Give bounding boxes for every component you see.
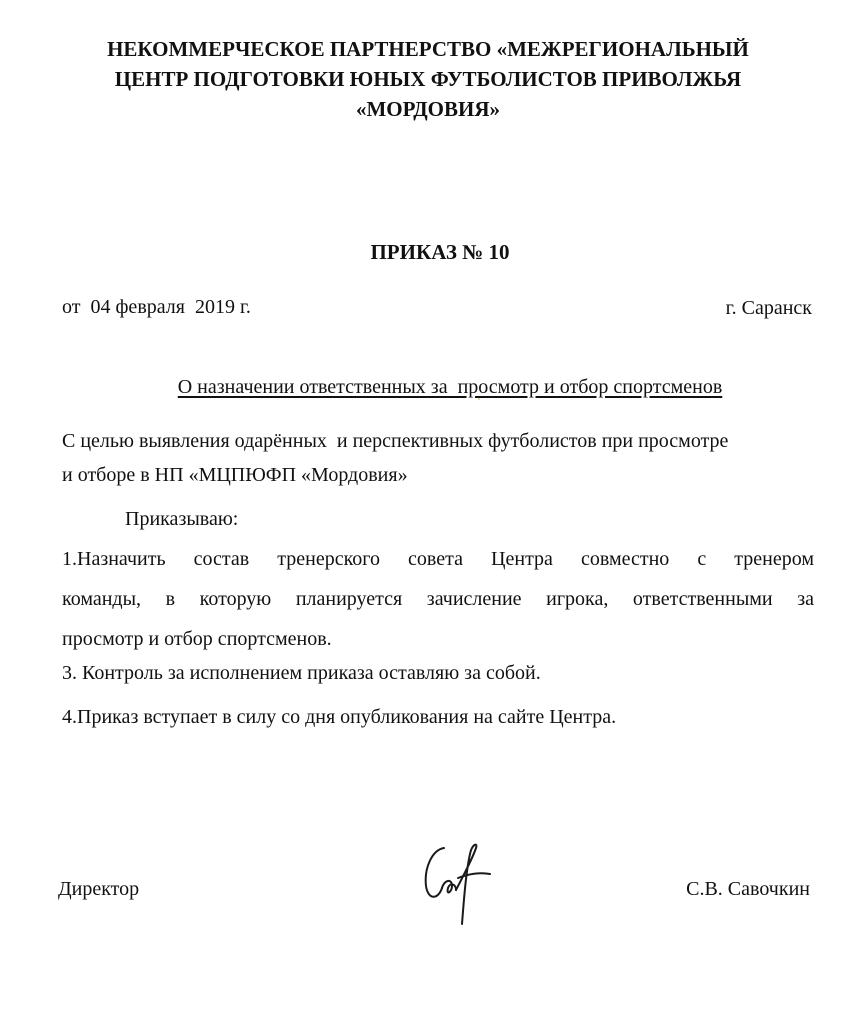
purpose-line-2: и отборе в НП «МЦПЮФП «Мордовия» — [62, 464, 408, 486]
order-city: г. Саранск — [725, 297, 812, 319]
order-item-3 — [62, 656, 814, 690]
handwritten-signature-icon — [418, 838, 498, 928]
signer-position: Директор — [58, 878, 140, 900]
item-3-text: 3. Контроль за исполнением приказа оставляю за собой. — [62, 662, 541, 684]
decree-word: Приказываю: — [125, 508, 239, 530]
org-line-3: «МОРДОВИЯ» — [355, 97, 501, 121]
order-item-1 — [62, 539, 814, 659]
order-item-4 — [62, 700, 814, 734]
org-line-2: ЦЕНТР ПОДГОТОВКИ ЮНЫХ ФУТБОЛИСТОВ ПРИВОЛЖЬЯ — [114, 67, 742, 91]
organization-header — [0, 34, 856, 124]
item-4-text: 4.Приказ вступает в силу со дня опубликования на сайте Центра. — [62, 706, 617, 728]
order-title: ПРИКАЗ № 10 — [370, 240, 510, 264]
item-1-line-2: команды, в которую планируется зачисление игрока, ответственными за — [62, 588, 814, 610]
purpose-line-1: С целью выявления одарённых и перспективных футболистов при просмотре — [62, 430, 729, 452]
order-subject — [0, 348, 856, 426]
scan-speck — [478, 398, 480, 400]
purpose-paragraph — [62, 424, 814, 492]
item-1-line-3: просмотр и отбор спортсменов. — [62, 628, 332, 650]
signer-name: С.В. Савочкин — [686, 878, 810, 900]
order-subject-text: О назначении ответственных за просмотр и отбор спортсменов — [177, 376, 723, 398]
org-line-1: НЕКОММЕРЧЕСКОЕ ПАРТНЕРСТВО «МЕЖРЕГИОНАЛЬНЫЙ — [107, 37, 749, 61]
order-date: от 04 февраля 2019 г. — [62, 296, 251, 318]
item-1-line-1: 1.Назначить состав тренерского совета Центра совместно с тренером — [62, 548, 814, 570]
